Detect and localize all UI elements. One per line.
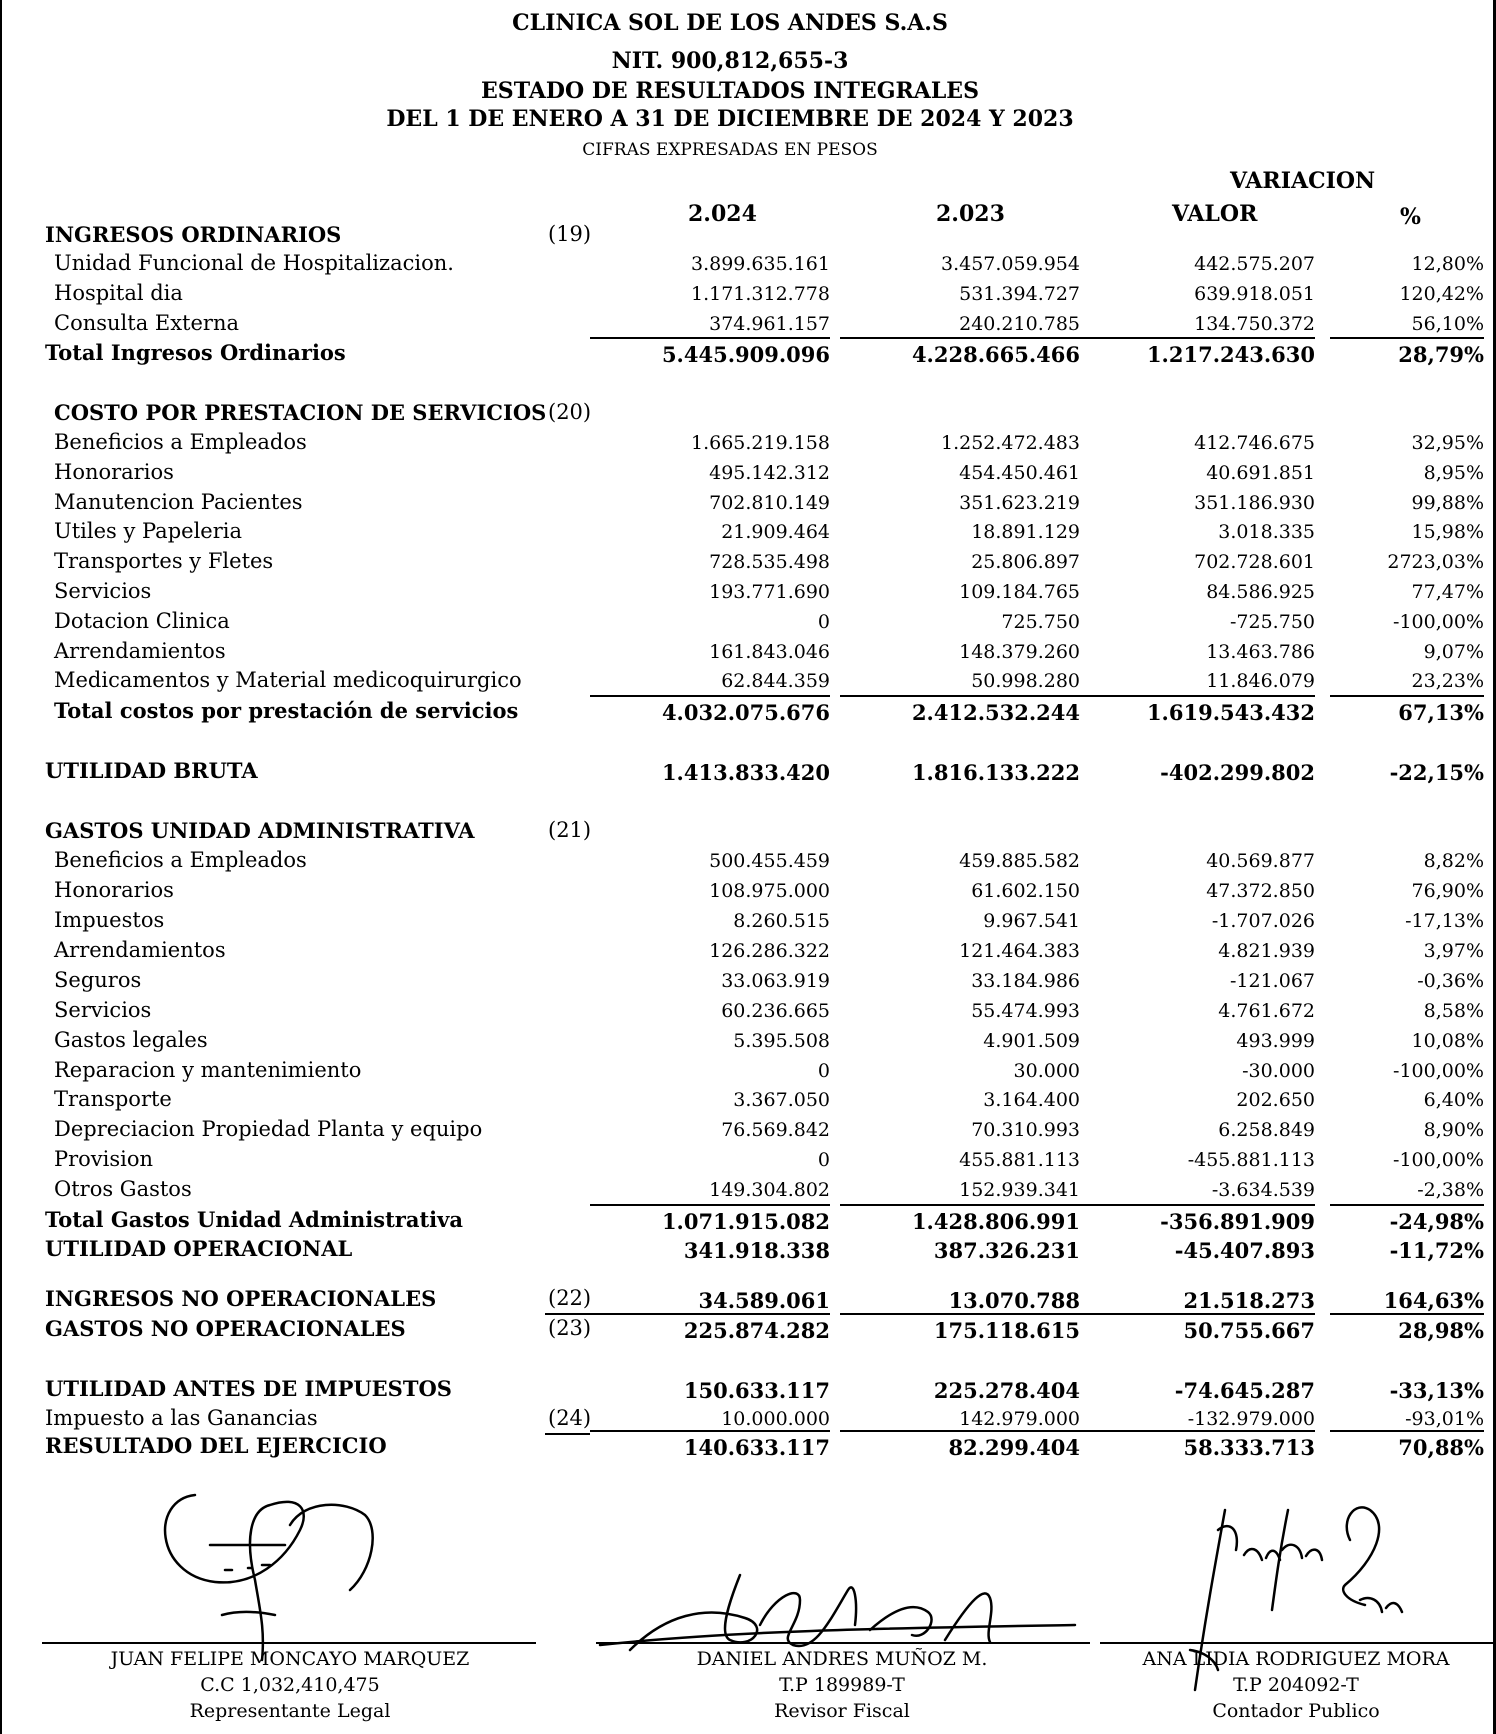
row-label: Depreciacion Propiedad Planta y equipo [54,1117,483,1141]
variation-percent: 3,97% [1423,940,1484,962]
signer-1-id: C.C 1,032,410,475 [200,1674,380,1696]
variation-value: 11.846.079 [1206,670,1315,692]
percent-header: % [1400,204,1421,230]
variation-value: 47.372.850 [1206,880,1315,902]
value-2024: 1.665.219.158 [690,432,830,454]
row-label: Unidad Funcional de Hospitalizacion. [54,251,454,275]
row-label: GASTOS NO OPERACIONALES [45,1316,406,1341]
variation-percent: 120,42% [1399,283,1484,305]
variation-percent: 15,98% [1411,521,1484,543]
variation-value: 84.586.925 [1206,581,1315,603]
variation-value: 1.619.543.432 [1146,700,1315,725]
variation-value: 702.728.601 [1194,551,1315,573]
value-2023: 148.379.260 [959,641,1080,663]
value-2024: 161.843.046 [709,641,830,663]
variation-percent: -93,01% [1405,1408,1484,1430]
signature-line-1 [42,1642,536,1644]
row-label: Impuestos [54,908,165,932]
variation-percent: 9,07% [1423,641,1484,663]
signature-legal-representative [165,1495,373,1660]
value-2023: 61.602.150 [971,880,1080,902]
row-label: Manutencion Pacientes [54,490,303,514]
value-2023: 142.979.000 [959,1408,1080,1430]
value-2023: 70.310.993 [971,1119,1080,1141]
row-label: Hospital dia [54,281,183,305]
value-2024: 0 [817,1149,830,1171]
variation-value: 202.650 [1236,1089,1315,1111]
row-label: Servicios [54,998,152,1022]
value-2023: 55.474.993 [971,1000,1080,1022]
value-2024: 5.445.909.096 [661,342,830,367]
value-2024: 3.367.050 [733,1089,830,1111]
value-2023: 531.394.727 [959,283,1080,305]
signer-1-role: Representante Legal [189,1700,391,1722]
variation-percent: 8,90% [1423,1119,1484,1141]
value-2023: 455.881.113 [959,1149,1080,1171]
variation-value: -3.634.539 [1211,1179,1315,1201]
row-label: Arrendamientos [54,639,226,663]
value-2024: 341.918.338 [683,1238,830,1263]
value-2024: 60.236.665 [721,1000,830,1022]
value-2023: 152.939.341 [959,1179,1080,1201]
variation-value: 40.691.851 [1206,462,1315,484]
value-2024: 728.535.498 [709,551,830,573]
note-reference: (24) [548,1406,592,1430]
row-label: Total Ingresos Ordinarios [45,340,346,365]
variation-percent: -0,36% [1417,970,1484,992]
value-2024: 495.142.312 [709,462,830,484]
variation-percent: -33,13% [1389,1378,1484,1403]
row-label: Consulta Externa [54,311,240,335]
row-label: Transportes y Fletes [54,549,274,573]
variation-percent: 23,23% [1411,670,1484,692]
note-reference: (21) [548,818,592,842]
value-2024: 0 [817,611,830,633]
row-label: Impuesto a las Ganancias [45,1406,318,1430]
value-2023: 121.464.383 [959,940,1080,962]
row-label: UTILIDAD OPERACIONAL [45,1236,353,1261]
variation-percent: 2723,03% [1387,551,1484,573]
variation-percent: 8,58% [1423,1000,1484,1022]
value-2024: 108.975.000 [709,880,830,902]
value-2023: 13.070.788 [948,1288,1080,1313]
value-2023: 454.450.461 [959,462,1080,484]
note-reference: (20) [548,400,592,424]
value-2023: 4.901.509 [983,1030,1080,1052]
signature-line-3 [1100,1642,1494,1644]
value-2023: 2.412.532.244 [911,700,1080,725]
variation-percent: -100,00% [1393,1060,1484,1082]
variation-percent: -11,72% [1389,1238,1484,1263]
variation-value: -725.750 [1230,611,1315,633]
row-label: INGRESOS ORDINARIOS [45,222,342,247]
variation-value: -45.407.893 [1174,1238,1315,1263]
row-label: Beneficios a Empleados [54,430,307,454]
value-2024: 33.063.919 [721,970,830,992]
variation-value: 3.018.335 [1218,521,1315,543]
variation-value: 13.463.786 [1206,641,1315,663]
variation-percent: 67,13% [1398,700,1484,725]
variation-percent: 28,98% [1398,1318,1484,1343]
value-2023: 18.891.129 [971,521,1080,543]
report-subtitle: CIFRAS EXPRESADAS EN PESOS [582,140,878,160]
row-label: Provision [54,1147,154,1171]
variation-value: 58.333.713 [1183,1435,1315,1460]
value-2024: 21.909.464 [721,521,830,543]
variation-value: 493.999 [1236,1030,1315,1052]
variation-percent: -22,15% [1389,760,1484,785]
variation-value: -402.299.802 [1160,760,1315,785]
value-2023: 1.428.806.991 [911,1209,1080,1234]
value-2024: 10.000.000 [721,1408,830,1430]
valor-header: VALOR [1172,201,1258,227]
variation-percent: 32,95% [1411,432,1484,454]
variation-value: 639.918.051 [1194,283,1315,305]
year-2023-header: 2.023 [936,201,1005,227]
value-2023: 1.816.133.222 [911,760,1080,785]
row-label: Utiles y Papeleria [54,519,242,543]
row-label: UTILIDAD BRUTA [45,758,258,783]
variation-percent: 99,88% [1411,492,1484,514]
signer-2-name: DANIEL ANDRES MUÑOZ M. [696,1648,988,1670]
row-label: Medicamentos y Material medicoquirurgico [54,668,522,692]
variation-percent: 28,79% [1398,342,1484,367]
value-2024: 1.413.833.420 [661,760,830,785]
signer-1-name: JUAN FELIPE MONCAYO MARQUEZ [110,1648,470,1670]
variation-percent: 6,40% [1423,1089,1484,1111]
value-2023: 3.164.400 [983,1089,1080,1111]
row-label: Beneficios a Empleados [54,848,307,872]
value-2023: 175.118.615 [933,1318,1080,1343]
variation-value: 442.575.207 [1194,253,1315,275]
value-2024: 76.569.842 [721,1119,830,1141]
company-nit: NIT. 900,812,655-3 [611,48,849,74]
row-label: GASTOS UNIDAD ADMINISTRATIVA [45,818,475,843]
row-label: INGRESOS NO OPERACIONALES [45,1286,437,1311]
variation-value: -74.645.287 [1174,1378,1315,1403]
note-reference: (22) [548,1286,592,1310]
value-2024: 4.032.075.676 [661,700,830,725]
value-2023: 1.252.472.483 [940,432,1080,454]
value-2023: 25.806.897 [971,551,1080,573]
company-name: CLINICA SOL DE LOS ANDES S.A.S [512,10,948,36]
variation-percent: 70,88% [1398,1435,1484,1460]
row-label: Honorarios [54,878,174,902]
row-label: Otros Gastos [54,1177,192,1201]
row-label: Total Gastos Unidad Administrativa [45,1207,463,1232]
variation-value: 6.258.849 [1218,1119,1315,1141]
variation-percent: 77,47% [1411,581,1484,603]
value-2023: 459.885.582 [959,850,1080,872]
variation-percent: 10,08% [1411,1030,1484,1052]
variation-percent: 8,95% [1423,462,1484,484]
note-reference: (23) [548,1316,592,1340]
variation-percent: -2,38% [1417,1179,1484,1201]
variation-percent: -24,98% [1389,1209,1484,1234]
variation-value: -30.000 [1242,1060,1315,1082]
value-2023: 4.228.665.466 [911,342,1080,367]
value-2024: 500.455.459 [709,850,830,872]
variation-value: 50.755.667 [1183,1318,1315,1343]
value-2023: 240.210.785 [959,313,1080,335]
row-label: Reparacion y mantenimiento [54,1058,362,1082]
variation-percent: 56,10% [1411,313,1484,335]
value-2023: 725.750 [1001,611,1080,633]
value-2023: 387.326.231 [933,1238,1080,1263]
value-2023: 33.184.986 [971,970,1080,992]
value-2024: 0 [817,1060,830,1082]
variation-value: -1.707.026 [1211,910,1315,932]
row-label: COSTO POR PRESTACION DE SERVICIOS [54,400,547,425]
signer-2-id: T.P 189989-T [779,1674,905,1696]
variation-value: 21.518.273 [1183,1288,1315,1313]
report-period: DEL 1 DE ENERO A 31 DE DICIEMBRE DE 2024 Y 2023 [386,106,1074,132]
row-label: Total costos por prestación de servicios [54,698,519,723]
variation-value: -356.891.909 [1160,1209,1315,1234]
value-2023: 30.000 [1013,1060,1080,1082]
row-label: RESULTADO DEL EJERCICIO [45,1433,387,1458]
variation-percent: 76,90% [1411,880,1484,902]
value-2024: 374.961.157 [709,313,830,335]
row-label: Gastos legales [54,1028,208,1052]
signer-3-id: T.P 204092-T [1233,1674,1359,1696]
row-label: Dotacion Clinica [54,609,230,633]
value-2024: 225.874.282 [683,1318,830,1343]
year-2024-header: 2.024 [688,201,757,227]
value-2023: 9.967.541 [983,910,1080,932]
variation-header: VARIACION [1230,168,1376,194]
row-label: Transporte [54,1087,172,1111]
value-2024: 702.810.149 [709,492,830,514]
note-reference: (19) [548,222,592,246]
signer-3-role: Contador Publico [1212,1700,1380,1722]
variation-value: -132.979.000 [1187,1408,1315,1430]
signer-2-role: Revisor Fiscal [774,1700,910,1722]
variation-percent: -100,00% [1393,611,1484,633]
value-2023: 3.457.059.954 [940,253,1080,275]
variation-value: -121.067 [1230,970,1315,992]
value-2024: 5.395.508 [733,1030,830,1052]
variation-percent: 12,80% [1411,253,1484,275]
variation-percent: 8,82% [1423,850,1484,872]
value-2024: 1.071.915.082 [661,1209,830,1234]
variation-percent: 164,63% [1383,1288,1484,1313]
value-2023: 225.278.404 [933,1378,1080,1403]
variation-value: 40.569.877 [1206,850,1315,872]
variation-value: 4.821.939 [1218,940,1315,962]
variation-value: 351.186.930 [1194,492,1315,514]
signature-line-2 [596,1642,1090,1644]
variation-value: 4.761.672 [1218,1000,1315,1022]
value-2023: 50.998.280 [971,670,1080,692]
variation-value: -455.881.113 [1187,1149,1315,1171]
row-label: Servicios [54,579,152,603]
value-2024: 34.589.061 [698,1288,830,1313]
variation-percent: -17,13% [1405,910,1484,932]
variation-value: 134.750.372 [1194,313,1315,335]
variation-value: 412.746.675 [1194,432,1315,454]
value-2024: 1.171.312.778 [690,283,830,305]
variation-value: 1.217.243.630 [1146,342,1315,367]
row-label: UTILIDAD ANTES DE IMPUESTOS [45,1376,452,1401]
value-2023: 351.623.219 [959,492,1080,514]
row-label: Seguros [54,968,142,992]
row-label: Honorarios [54,460,174,484]
value-2024: 8.260.515 [733,910,830,932]
value-2024: 149.304.802 [709,1179,830,1201]
value-2023: 82.299.404 [948,1435,1080,1460]
value-2024: 126.286.322 [709,940,830,962]
value-2023: 109.184.765 [959,581,1080,603]
signer-3-name: ANA LIDIA RODRIGUEZ MORA [1142,1648,1450,1670]
row-label: Arrendamientos [54,938,226,962]
value-2024: 3.899.635.161 [690,253,830,275]
value-2024: 140.633.117 [683,1435,830,1460]
value-2024: 193.771.690 [709,581,830,603]
signature-revisor-fiscal [600,1575,1075,1650]
value-2024: 150.633.117 [683,1378,830,1403]
report-title: ESTADO DE RESULTADOS INTEGRALES [481,78,979,104]
variation-percent: -100,00% [1393,1149,1484,1171]
value-2024: 62.844.359 [721,670,830,692]
